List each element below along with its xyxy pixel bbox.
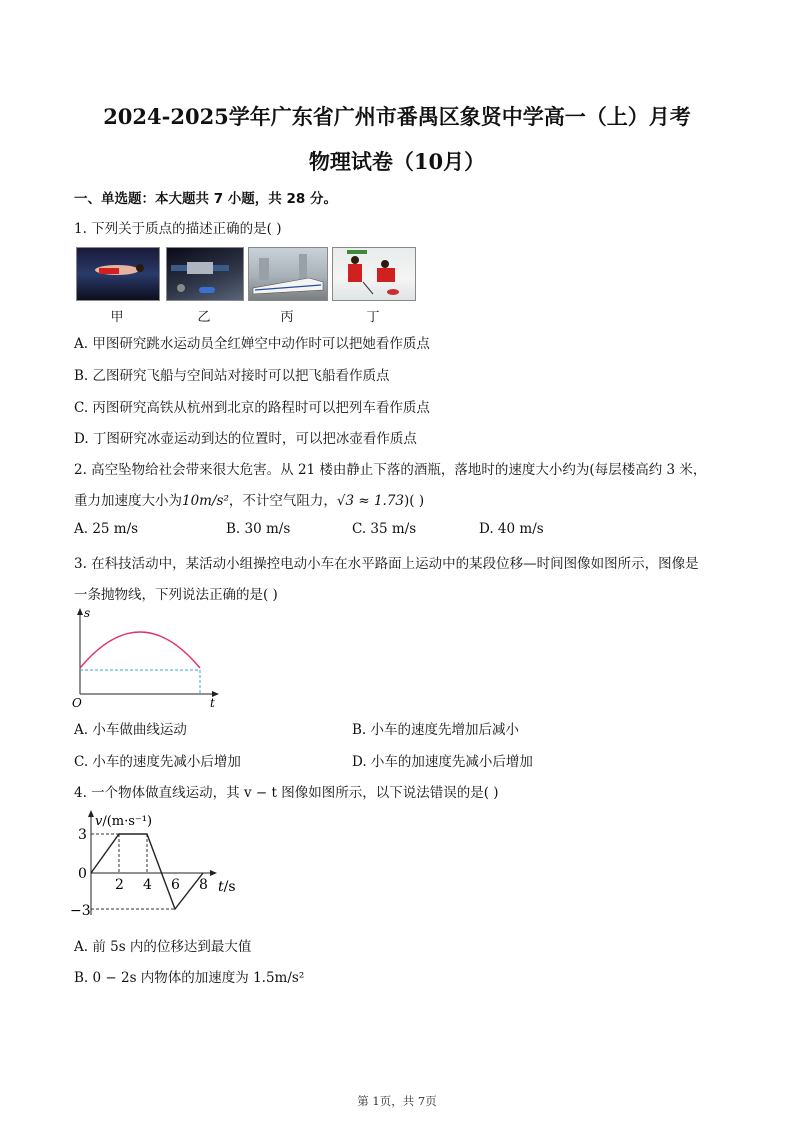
q1-option-a: A. 甲图研究跳水运动员全红婵空中动作时可以把她看作质点: [74, 336, 430, 352]
q2-stem-text-a: 重力加速度大小为: [74, 493, 182, 509]
curling-players-icon: [333, 248, 415, 300]
q2-stem-text-c: )( ): [404, 493, 425, 509]
q4-t-axis-label: t/s: [218, 879, 236, 895]
q3-s-axis-arrow: [77, 608, 83, 615]
q4-tick-y-neg3: −3: [70, 903, 91, 919]
q4-tick-x-2: 2: [115, 877, 124, 893]
q1-option-d: D. 丁图研究冰壶运动到达的位置时，可以把冰壶看作质点: [74, 431, 417, 447]
q2-option-d: D. 40 m/s: [479, 521, 544, 537]
q4-tick-x-4: 4: [143, 877, 152, 893]
q3-position-time-graph: [70, 604, 230, 710]
q1-image-diver: [76, 247, 160, 301]
q4-v-axis-label: v/(m·s⁻¹): [95, 814, 153, 829]
q1-option-b: B. 乙图研究飞船与空间站对接时可以把飞船看作质点: [74, 368, 390, 384]
q1-caption-jia: 甲: [110, 310, 124, 325]
page-footer: 第 1页，共 7页: [357, 1094, 437, 1108]
q1-image-curling: [332, 247, 416, 301]
q3-t-label: t: [210, 696, 215, 710]
q3-option-a: A. 小车做曲线运动: [74, 722, 187, 738]
q3-option-c: C. 小车的速度先减小后增加: [74, 754, 241, 770]
q1-caption-yi: 乙: [197, 310, 211, 325]
q1-caption-ding: 丁: [366, 310, 380, 325]
q4-stem: 4. 一个物体做直线运动，其 v − t 图像如图所示，以下说法错误的是( ): [74, 785, 499, 801]
q4-tick-x-6: 6: [171, 877, 180, 893]
section-heading: 一、单选题：本大题共 7 小题，共 28 分。: [74, 191, 337, 207]
q3-option-d: D. 小车的加速度先减小后增加: [352, 754, 533, 770]
train-icon: [249, 248, 327, 300]
q2-stem-line1: 2. 高空坠物给社会带来很大危害。从 21 楼由静止下落的酒瓶，落地时的速度大小约为(每层楼高约 3 米，: [74, 462, 707, 478]
q1-stem: 1. 下列关于质点的描述正确的是( ): [74, 221, 282, 237]
q3-stem-line1: 3. 在科技活动中，某活动小组操控电动小车在水平路面上运动中的某段位移—时间图像如图所示，图像是: [74, 556, 699, 572]
paper-title-line1: 2024-2025学年广东省广州市番禺区象贤中学高一（上）月考: [103, 104, 691, 129]
q4-tick-y-3: 3: [78, 827, 87, 843]
q4-t-axis-arrow: [210, 870, 217, 876]
q2-option-c: C. 35 m/s: [352, 521, 417, 537]
q2-option-a: A. 25 m/s: [74, 521, 139, 537]
q4-option-b: B. 0 − 2s 内物体的加速度为 1.5m/s²: [74, 970, 305, 986]
q1-image-train: [248, 247, 328, 301]
q2-gravity-value: 10m/s²: [182, 493, 229, 509]
diver-figure-icon: [77, 248, 159, 300]
q4-velocity-time-graph: [66, 803, 246, 925]
q3-origin-label: O: [72, 696, 82, 710]
q3-stem-line2: 一条抛物线，下列说法正确的是( ): [74, 587, 278, 603]
q1-image-spaceship: [166, 247, 244, 301]
q4-v-axis-arrow: [88, 810, 94, 817]
q1-option-c: C. 丙图研究高铁从杭州到北京的路程时可以把列车看作质点: [74, 400, 430, 416]
q4-tick-x-8: 8: [199, 877, 208, 893]
q4-tick-y-0: 0: [78, 866, 87, 882]
spaceship-icon: [167, 248, 243, 300]
q2-option-b: B. 30 m/s: [226, 521, 291, 537]
q1-caption-bing: 丙: [280, 310, 294, 325]
paper-title-line2: 物理试卷（10月）: [308, 149, 486, 174]
q4-option-a: A. 前 5s 内的位移达到最大值: [74, 939, 252, 955]
q3-s-label: s: [84, 606, 91, 620]
q2-stem-text-b: ，不计空气阻力，: [228, 493, 337, 509]
q2-sqrt-approx: √3 ≈ 1.73: [336, 493, 405, 509]
q3-option-b: B. 小车的速度先增加后减小: [352, 722, 520, 738]
q3-parabola-curve: [80, 632, 200, 668]
q2-stem-line2: [74, 489, 424, 509]
